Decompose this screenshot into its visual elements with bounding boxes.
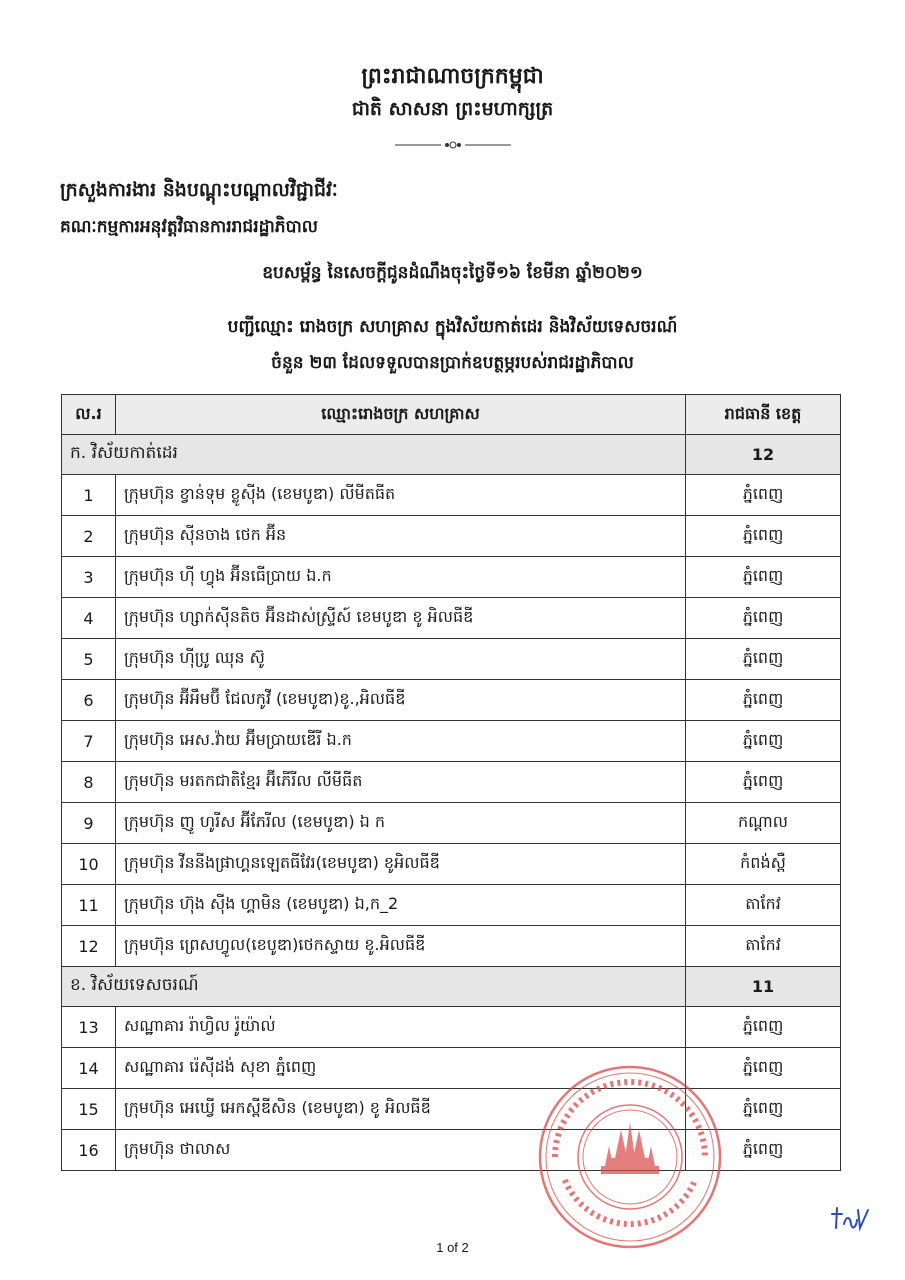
- enterprise-name: សណ្ឋាគារ រ៉េស៊ីដង់ សុខា ភ្នំពេញ: [116, 1048, 686, 1089]
- row-number: 5: [62, 639, 116, 680]
- table-row: [62, 1007, 841, 1048]
- table-row: [62, 680, 841, 721]
- province-name: ភ្នំពេញ: [686, 762, 841, 803]
- list-title-line2: ចំនួន ២៣ ដែលទទួលបានប្រាក់ឧបត្ថម្ភរបស់រាជរដ្ឋាភិបាល: [271, 353, 634, 373]
- row-number: 6: [62, 680, 116, 721]
- row-number: 9: [62, 803, 116, 844]
- row-number: 4: [62, 598, 116, 639]
- enterprise-name: ក្រុមហ៊ុន ហ៊ី ហ្វុង អ៊ីនធើប្រាយ ឯ.ក: [116, 557, 686, 598]
- table-row: [62, 598, 841, 639]
- province-name: ភ្នំពេញ: [686, 1130, 841, 1171]
- enterprise-name: សណ្ឋាគារ រ៉ាហ្វិល រ៉ូយ៉ាល់: [116, 1007, 686, 1048]
- column-header-no: ល.រ: [62, 395, 116, 435]
- enterprise-name: ក្រុមហ៊ុន ថាលាស: [116, 1130, 686, 1171]
- row-number: 16: [62, 1130, 116, 1171]
- enterprise-name: ក្រុមហ៊ុន ហ៊ីប្រូ ឈុន ស៊ូ: [116, 639, 686, 680]
- table-row: [62, 803, 841, 844]
- ministry-name: ក្រសួងការងារ និងបណ្តុះបណ្តាលវិជ្ជាជីវៈ: [60, 179, 338, 201]
- row-number: 15: [62, 1089, 116, 1130]
- table-row: [62, 557, 841, 598]
- section-label: ក. វិស័យកាត់ដេរ: [62, 435, 686, 475]
- annex-title: ឧបសម្ព័ន្ធ នៃសេចក្តីជូនដំណឹងចុះថ្ងៃទី១៦ ខែមីនា ឆ្នាំ២០២១: [262, 263, 643, 283]
- row-number: 14: [62, 1048, 116, 1089]
- enterprise-name: ក្រុមហ៊ុន ព្រេសហ្វូល(ខេបូឌា)ថេកស្ទាយ ខូ.អិលធីឌី: [116, 926, 686, 967]
- province-name: ភ្នំពេញ: [686, 639, 841, 680]
- enterprise-name: ក្រុមហ៊ុន ស៊ីនចាង ថេក អ៊ីន: [116, 516, 686, 557]
- row-number: 10: [62, 844, 116, 885]
- province-name: ភ្នំពេញ: [686, 1089, 841, 1130]
- province-name: ភ្នំពេញ: [686, 557, 841, 598]
- table-row: [62, 475, 841, 516]
- section-count: 11: [686, 967, 841, 1007]
- national-motto: ជាតិ សាសនា ព្រះមហាក្សត្រ: [351, 98, 554, 120]
- province-name: តាកែវ: [686, 885, 841, 926]
- province-name: ភ្នំពេញ: [686, 598, 841, 639]
- row-number: 11: [62, 885, 116, 926]
- enterprise-name: ក្រុមហ៊ុន មរតកជាតិខ្មែរ អ៊ីភើរីល លីមីធីត: [116, 762, 686, 803]
- table-row: [62, 762, 841, 803]
- official-seal-icon: [535, 1062, 725, 1252]
- section-row-garment: [62, 435, 841, 475]
- column-header-province: រាជធានី ខេត្ត: [686, 395, 841, 435]
- enterprise-name: ក្រុមហ៊ុន ញូ ហូរីស អ៊ីភែរីល (ខេមបូឌា) ឯ ក: [116, 803, 686, 844]
- page-number: 1 of 2: [436, 1240, 469, 1255]
- province-name: កំពង់ស្ពឺ: [686, 844, 841, 885]
- row-number: 13: [62, 1007, 116, 1048]
- enterprise-name: ក្រុមហ៊ុន អ៊ីអឹមប៊ី ជែលកូវី (ខេមបូឌា)ខូ.,អិលធីឌី: [116, 680, 686, 721]
- ornament-divider: [395, 140, 511, 150]
- table-row: [62, 885, 841, 926]
- enterprise-name: ក្រុមហ៊ុន ហ៊ុង ស៊ីង ហ្គាមិន (ខេមបូឌា) ឯ,ក_2: [116, 885, 686, 926]
- table-header-row: [62, 395, 841, 435]
- province-name: ភ្នំពេញ: [686, 516, 841, 557]
- province-name: ភ្នំពេញ: [686, 475, 841, 516]
- handwritten-initials-icon: [828, 1202, 874, 1236]
- province-name: ភ្នំពេញ: [686, 680, 841, 721]
- row-number: 7: [62, 721, 116, 762]
- table-row: [62, 844, 841, 885]
- list-title-line1: បញ្ជីឈ្មោះ រោងចក្រ សហគ្រាស ក្នុងវិស័យកាត់ដេរ និងវិស័យទេសចរណ៍: [227, 317, 678, 337]
- row-number: 2: [62, 516, 116, 557]
- column-header-name: ឈ្មោះរោងចក្រ សហគ្រាស: [116, 395, 686, 435]
- enterprise-name: ក្រុមហ៊ុន ហ្សាក់ស៊ីនតិច អ៊ីនដាស់ស្ទ្រីស៍ ខេមបូឌា ខូ អិលធីឌី: [116, 598, 686, 639]
- enterprise-table: [61, 394, 841, 1171]
- province-name: កណ្តាល: [686, 803, 841, 844]
- row-number: 8: [62, 762, 116, 803]
- table-row: [62, 721, 841, 762]
- table-row: [62, 639, 841, 680]
- section-row-tourism: [62, 967, 841, 1007]
- section-label: ខ. វិស័យទេសចរណ៍: [62, 967, 686, 1007]
- province-name: ភ្នំពេញ: [686, 721, 841, 762]
- province-name: ភ្នំពេញ: [686, 1048, 841, 1089]
- table-row: [62, 516, 841, 557]
- enterprise-name: ក្រុមហ៊ុន ខ្វាន់ទុម ខ្លូស៊ីង (ខេមបូឌា) លីមីតធីត: [116, 475, 686, 516]
- row-number: 1: [62, 475, 116, 516]
- row-number: 3: [62, 557, 116, 598]
- province-name: ភ្នំពេញ: [686, 1007, 841, 1048]
- row-number: 12: [62, 926, 116, 967]
- kingdom-heading: ព្រះរាជាណាចក្រកម្ពុជា: [361, 63, 544, 89]
- committee-name: គណៈកម្មការអនុវត្តវិធានការរាជរដ្ឋាភិបាល: [60, 217, 318, 237]
- enterprise-name: ក្រុមហ៊ុន អេស.វ៉ាយ អ៊ីមប្រាយឌើរី ឯ.ក: [116, 721, 686, 762]
- enterprise-name: ក្រុមហ៊ុន វីននីងផ្រាហ្គនឡេតធីវែរ(ខេមបូឌា) ខូអិលធីឌី: [116, 844, 686, 885]
- province-name: តាកែវ: [686, 926, 841, 967]
- enterprise-name: ក្រុមហ៊ុន អេឃ្វើ អេកស្ពីឌីសិន (ខេមបូឌា) ខូ អិលធីឌី: [116, 1089, 686, 1130]
- table-row: [62, 926, 841, 967]
- section-count: 12: [686, 435, 841, 475]
